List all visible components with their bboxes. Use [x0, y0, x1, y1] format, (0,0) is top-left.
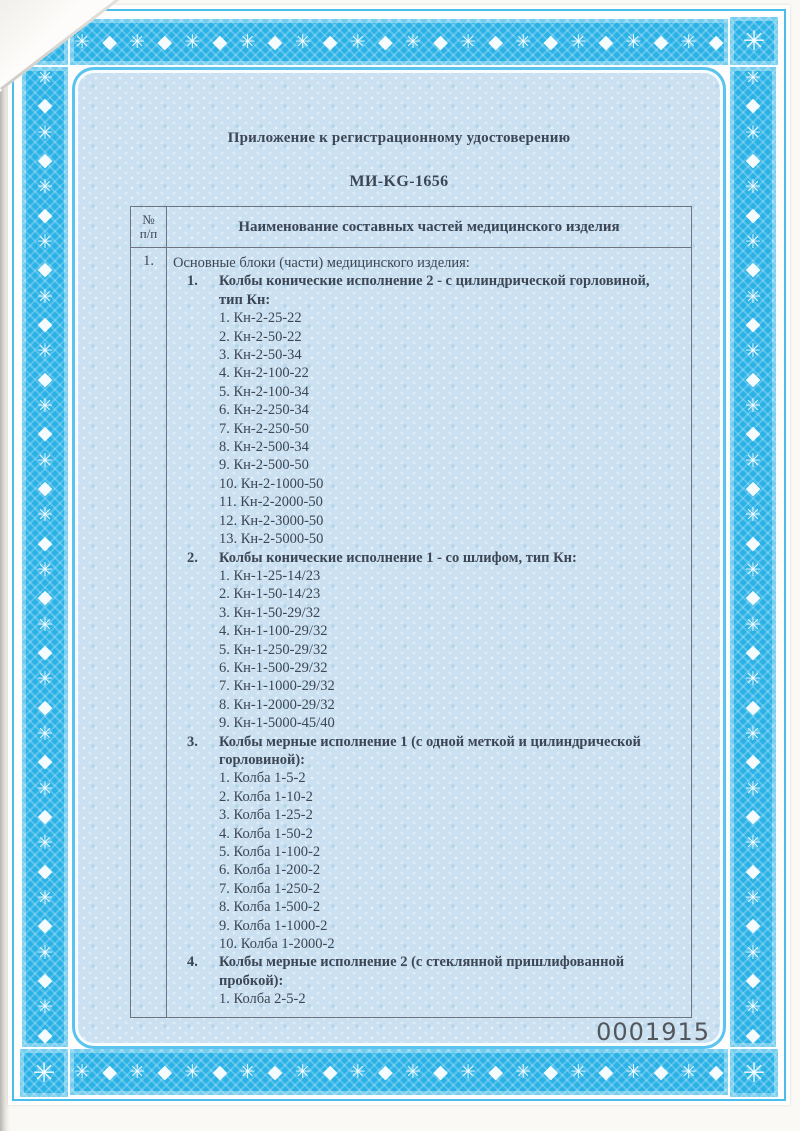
ornament-glyph-icon: ◆ [745, 859, 761, 882]
ornament-glyph-icon: ✳ [37, 723, 53, 746]
page-title: Приложение к регистрационному удостоверению [227, 130, 571, 146]
ornament-glyph-icon: ◆ [37, 1023, 53, 1046]
group-body [219, 549, 685, 733]
border-ornament-left [20, 65, 70, 1049]
component-item: 1. Кн-2-25-22 [219, 310, 302, 327]
component-item: 8. Колба 1-500-2 [219, 899, 321, 916]
ornament-glyph-icon: ✳ [404, 1060, 421, 1083]
ornament-glyph-icon: ✳ [745, 613, 761, 636]
component-item: 1. Колба 1-5-2 [219, 770, 306, 787]
component-group [187, 953, 685, 1008]
certificate-sheet [8, 5, 790, 1105]
ornament-glyph-icon: ✳ [680, 30, 697, 53]
ornament-glyph-icon: ◆ [267, 1060, 283, 1083]
ornament-glyph-icon: ✳ [745, 887, 761, 909]
ornament-glyph-icon: ◆ [37, 641, 53, 664]
ornament-glyph-icon: ◆ [745, 750, 761, 773]
ornament-glyph-icon: ◆ [102, 1060, 117, 1083]
component-group [187, 733, 685, 954]
components-table [130, 206, 692, 1018]
group-number: 1. [187, 273, 198, 290]
ornament-glyph-icon: ◆ [157, 30, 173, 53]
ornament-glyph-icon: ◆ [653, 1060, 669, 1083]
table-body-row [131, 248, 691, 1017]
ornament-glyph-icon: ◆ [267, 30, 283, 53]
group-body [219, 953, 685, 1008]
group-number: 4. [187, 954, 198, 971]
ornament-glyph-icon: ✳ [37, 887, 53, 909]
ornament-glyph-icon: ✳ [460, 30, 477, 53]
ornament-glyph-icon: ◆ [37, 750, 53, 773]
ornament-glyph-icon: ✳ [515, 30, 532, 53]
group-body [219, 272, 685, 548]
component-item: 2. Колба 1-10-2 [219, 788, 313, 805]
ornament-glyph-icon: ✳ [745, 504, 761, 527]
border-corner-ornament-icon [18, 1047, 70, 1099]
ornament-glyph-icon: ◆ [745, 203, 761, 226]
ornament-glyph-icon: ◆ [212, 30, 228, 53]
component-item: 3. Кн-2-50-34 [219, 347, 302, 364]
ornament-glyph-icon: ✳ [515, 1060, 532, 1083]
ornament-glyph-icon: ◆ [37, 149, 53, 172]
component-item: 6. Кн-2-250-34 [219, 402, 309, 419]
ornament-glyph-icon: ◆ [37, 94, 53, 117]
ornament-glyph-icon: ◆ [598, 30, 614, 53]
row-content-cell [167, 248, 691, 1017]
component-item: 3. Колба 1-25-2 [219, 807, 313, 824]
ornament-glyph-icon: ◆ [37, 914, 53, 937]
ornament-glyph-icon: ◆ [708, 30, 724, 53]
border-ornament-right [728, 65, 778, 1049]
ornament-glyph-icon: ◆ [745, 968, 761, 991]
certificate-number: МИ-KG-1656 [349, 173, 449, 190]
component-item: 2. Кн-1-50-14/23 [219, 586, 321, 603]
ornament-glyph-icon: ✳ [745, 231, 761, 254]
ornament-glyph-icon: ◆ [37, 422, 53, 445]
ornament-glyph-icon: ✳ [745, 777, 761, 800]
component-group [187, 549, 685, 733]
ornament-glyph-icon: ◆ [745, 422, 761, 445]
row-intro: Основные блоки (части) медицинского изделия: [173, 255, 470, 271]
ornament-glyph-icon: ◆ [745, 695, 761, 718]
border-ornament-top [68, 17, 730, 67]
group-title: Колбы конические исполнение 1 - со шлифом, тип Кн: [219, 549, 577, 566]
ornament-glyph-icon: ✳ [37, 285, 53, 308]
ornament-glyph-icon: ✳ [37, 777, 53, 800]
ornament-glyph-icon: ✳ [37, 504, 53, 527]
ornament-glyph-icon: ✳ [37, 832, 53, 855]
table-header-number-column [131, 207, 167, 247]
ornament-glyph-icon: ◆ [745, 313, 761, 336]
ornament-glyph-icon: ✳ [37, 559, 53, 582]
ornament-glyph-icon: ◆ [37, 313, 53, 336]
ornament-glyph-icon: ✳ [460, 1060, 477, 1083]
ornament-glyph-icon: ◆ [378, 30, 393, 53]
ornament-glyph-icon: ✳ [745, 668, 761, 691]
ornament-glyph-icon: ✳ [570, 30, 587, 53]
ornament-glyph-icon: ✳ [37, 340, 53, 363]
ornament-glyph-icon: ✳ [742, 25, 766, 57]
ornament-glyph-icon: ◆ [543, 1060, 559, 1083]
ornament-glyph-icon: ✳ [239, 30, 256, 53]
component-item: 9. Кн-1-5000-45/40 [219, 715, 335, 732]
ornament-glyph-icon: ◆ [37, 695, 53, 718]
component-item: 6. Кн-1-500-29/32 [219, 659, 328, 676]
table-header-row [131, 207, 691, 248]
header-no-sub: п/п [139, 226, 158, 241]
ornament-glyph-icon: ✳ [37, 395, 53, 418]
group-title: Колбы мерные исполнение 2 (с стеклянной пришлифованной пробкой): [219, 954, 625, 989]
ornament-glyph-icon: ✳ [37, 231, 53, 254]
border-ornament-bottom [68, 1047, 730, 1097]
ornament-glyph-icon: ✳ [745, 559, 761, 582]
ornament-glyph-icon: ✳ [745, 832, 761, 855]
ornament-glyph-icon: ◆ [745, 531, 761, 554]
ornament-glyph-icon: ◆ [488, 1060, 503, 1083]
component-group [187, 272, 685, 548]
ornament-glyph-icon: ◆ [37, 586, 53, 609]
ornament-glyph-icon: ✳ [294, 30, 311, 53]
ornament-glyph-icon: ◆ [37, 367, 53, 390]
ornament-glyph-icon: ✳ [745, 996, 761, 1019]
component-item: 8. Кн-1-2000-29/32 [219, 696, 335, 713]
ornament-glyph-icon: ✳ [37, 67, 53, 90]
ornament-glyph-icon: ◆ [543, 30, 559, 53]
ornament-glyph-icon: ✳ [745, 340, 761, 363]
ornament-glyph-icon: ◆ [745, 914, 761, 937]
component-item: 8. Кн-2-500-34 [219, 439, 309, 456]
ornament-glyph-icon: ◆ [322, 1060, 338, 1083]
component-item: 10. Колба 1-2000-2 [219, 936, 335, 953]
ornament-glyph-icon: ◆ [653, 30, 669, 53]
ornament-glyph-icon: ◆ [598, 1060, 614, 1083]
component-item: 1. Кн-1-25-14/23 [219, 567, 321, 584]
component-item: 12. Кн-2-3000-50 [219, 512, 324, 529]
ornament-glyph-icon: ✳ [570, 1060, 587, 1083]
border-corner-ornament-icon [728, 1047, 780, 1099]
ornament-glyph-icon: ✳ [37, 668, 53, 691]
ornament-glyph-icon: ✳ [184, 30, 201, 53]
component-item: 1. Колба 2-5-2 [219, 991, 306, 1008]
certificate-field [78, 73, 720, 1043]
component-item: 9. Кн-2-500-50 [219, 457, 309, 474]
ornament-glyph-icon: ◆ [745, 94, 761, 117]
ornament-glyph-icon: ◆ [37, 859, 53, 882]
ornament-glyph-icon: ◆ [212, 1060, 228, 1083]
ornament-glyph-icon: ◆ [433, 30, 448, 53]
ornament-glyph-icon: ✳ [239, 1060, 256, 1083]
ornament-glyph-icon: ◆ [322, 30, 338, 53]
ornament-glyph-icon: ◆ [488, 30, 503, 53]
ornament-glyph-icon: ✳ [745, 67, 761, 90]
border-corner-ornament-icon [728, 15, 780, 67]
component-groups [173, 272, 685, 1008]
ornament-glyph-icon: ◆ [37, 258, 53, 281]
component-item: 10. Кн-2-1000-50 [219, 475, 324, 492]
ornament-glyph-icon: ✳ [37, 941, 53, 964]
ornament-glyph-icon: ✳ [745, 285, 761, 308]
ornament-glyph-icon: ◆ [745, 258, 761, 281]
ornament-glyph-icon: ◆ [37, 968, 53, 991]
ornament-glyph-icon: ◆ [745, 805, 761, 828]
group-number: 2. [187, 549, 198, 566]
ornament-glyph-icon: ◆ [433, 1060, 448, 1083]
serial-number: 0001915 [596, 1018, 710, 1046]
ornament-glyph-icon: ✳ [745, 176, 761, 199]
ornament-glyph-icon: ✳ [37, 996, 53, 1019]
component-item: 4. Колба 1-50-2 [219, 825, 313, 842]
ornament-glyph-icon: ✳ [74, 30, 91, 53]
group-title: Колбы мерные исполнение 1 (с одной меткой и цилиндрической горловиной): [219, 733, 641, 768]
ornament-glyph-icon: ◆ [157, 1060, 173, 1083]
ornament-glyph-icon: ✳ [742, 1057, 766, 1089]
ornament-glyph-icon: ✳ [32, 1057, 56, 1089]
ornament-glyph-icon: ◆ [745, 586, 761, 609]
ornament-glyph-icon: ✳ [404, 30, 421, 53]
ornament-glyph-icon: ✳ [625, 1060, 642, 1083]
ornament-glyph-icon: ✳ [37, 176, 53, 199]
ornament-glyph-icon: ✳ [745, 449, 761, 472]
ornament-glyph-icon: ✳ [745, 723, 761, 746]
ornament-glyph-icon: ✳ [129, 30, 146, 53]
component-item: 3. Кн-1-50-29/32 [219, 604, 321, 621]
ornament-glyph-icon: ◆ [745, 641, 761, 664]
ornament-glyph-icon: ✳ [745, 121, 761, 144]
ornament-glyph-icon: ✳ [625, 30, 642, 53]
component-item: 5. Кн-2-100-34 [219, 383, 309, 400]
row-number: 1. [131, 248, 167, 1017]
component-item: 5. Кн-1-250-29/32 [219, 641, 328, 658]
ornament-glyph-icon: ◆ [745, 477, 761, 500]
ornament-glyph-icon: ✳ [129, 1060, 146, 1083]
component-item: 9. Колба 1-1000-2 [219, 917, 328, 934]
group-body [219, 733, 685, 954]
component-item: 2. Кн-2-50-22 [219, 328, 302, 345]
ornament-glyph-icon: ✳ [745, 941, 761, 964]
component-item: 5. Колба 1-100-2 [219, 844, 321, 860]
ornament-glyph-icon: ◆ [37, 477, 53, 500]
ornament-glyph-icon: ◆ [745, 367, 761, 390]
ornament-glyph-icon: ✳ [349, 30, 366, 53]
ornament-glyph-icon: ✳ [37, 449, 53, 472]
ornament-glyph-icon: ◆ [745, 149, 761, 172]
ornament-glyph-icon: ✳ [184, 1060, 201, 1083]
component-item: 4. Кн-2-100-22 [219, 365, 309, 382]
ornament-glyph-icon: ✳ [37, 121, 53, 144]
ornament-glyph-icon: ✳ [74, 1060, 91, 1083]
component-item: 7. Колба 1-250-2 [219, 880, 321, 897]
ornament-glyph-icon: ◆ [37, 805, 53, 828]
ornament-glyph-icon: ✳ [294, 1060, 311, 1083]
table-header-name-column: Наименование составных частей медицинского изделия [238, 218, 620, 235]
component-item: 7. Кн-1-1000-29/32 [219, 678, 335, 695]
ornament-glyph-icon: ◆ [37, 203, 53, 226]
component-item: 11. Кн-2-2000-50 [219, 494, 323, 511]
ornament-glyph-icon: ◆ [378, 1060, 393, 1083]
ornament-glyph-icon: ◆ [102, 30, 117, 53]
ornament-glyph-icon: ✳ [680, 1060, 697, 1083]
component-item: 4. Кн-1-100-29/32 [219, 623, 328, 640]
ornament-glyph-icon: ✳ [745, 395, 761, 418]
header-no-sign: № [142, 212, 155, 227]
component-item: 6. Колба 1-200-2 [219, 862, 321, 879]
group-number: 3. [187, 733, 198, 750]
ornament-glyph-icon: ◆ [37, 531, 53, 554]
ornament-glyph-icon: ✳ [349, 1060, 366, 1083]
ornament-glyph-icon: ◆ [708, 1060, 724, 1083]
component-item: 7. Кн-2-250-50 [219, 420, 309, 437]
ornament-glyph-icon: ◆ [745, 1023, 761, 1046]
group-title: Колбы конические исполнение 2 - с цилиндрической горловиной, тип Кн: [219, 273, 650, 308]
ornament-glyph-icon: ✳ [37, 613, 53, 636]
component-item: 13. Кн-2-5000-50 [219, 531, 324, 548]
